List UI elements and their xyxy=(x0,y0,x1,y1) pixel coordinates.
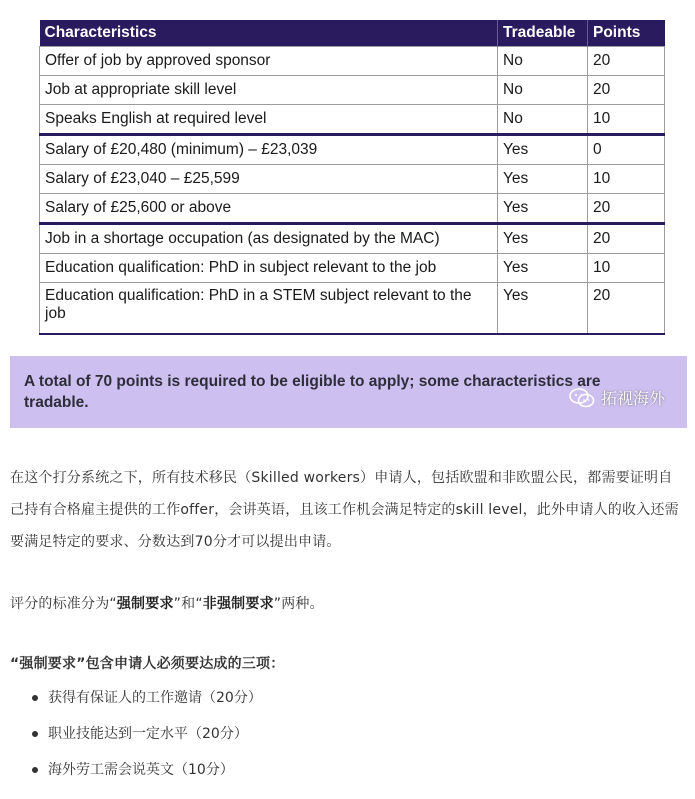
criteria-paragraph xyxy=(10,588,324,620)
mandatory-term: 强制要求 xyxy=(116,596,174,612)
list-item-text: 获得有保证人的工作邀请（20分） xyxy=(48,690,262,706)
mandatory-heading: “强制要求”包含申请人必须要达成的三项： xyxy=(10,656,285,672)
table-row xyxy=(40,194,665,224)
points-cell: 10 xyxy=(588,254,665,283)
wechat-icon xyxy=(569,388,595,408)
watermark-text: 拓视海外 xyxy=(600,389,665,408)
tradeable-cell: No xyxy=(498,105,588,135)
table-row xyxy=(40,283,665,335)
list-item xyxy=(10,716,262,752)
table-row xyxy=(40,76,665,105)
list-item-text: 海外劳工需会说英文（10分） xyxy=(48,762,234,778)
tradeable-cell: Yes xyxy=(498,224,588,254)
characteristic-cell: Salary of £23,040 – £25,599 xyxy=(40,165,498,194)
table-row xyxy=(40,105,665,135)
non-mandatory-term: 非强制要求 xyxy=(202,596,274,612)
header-tradeable: Tradeable xyxy=(498,20,588,47)
list-item xyxy=(10,752,262,788)
criteria-text-start: 评分的标准分为“ xyxy=(10,596,117,612)
table-row xyxy=(40,47,665,76)
points-cell: 20 xyxy=(588,283,665,335)
points-cell: 10 xyxy=(588,165,665,194)
intro-paragraph: 在这个打分系统之下，所有技术移民（Skilled workers）申请人，包括欧盟和非欧盟公民，都需要证明自己持有合格雇主提供的工作offer，会讲英语，且该工作机会满足特定的skill level，此外申请人的收入还需要满足特定的要求、分数达到70分才可以提出申请。 xyxy=(10,470,679,550)
bullet-dot xyxy=(32,695,38,701)
table-row xyxy=(40,135,665,165)
points-cell: 10 xyxy=(588,105,665,135)
banner-text: A total of 70 points is required to be eligible to apply; some characteristics are tradable. xyxy=(24,373,601,411)
tradeable-cell: No xyxy=(498,47,588,76)
header-points: Points xyxy=(588,20,665,47)
watermark xyxy=(569,386,665,409)
characteristic-cell: Offer of job by approved sponsor xyxy=(40,47,498,76)
points-cell: 20 xyxy=(588,224,665,254)
tradeable-cell: Yes xyxy=(498,283,588,335)
tradeable-cell: Yes xyxy=(498,194,588,224)
eligibility-banner xyxy=(10,356,687,428)
bullet-dot xyxy=(32,767,38,773)
tradeable-cell: Yes xyxy=(498,254,588,283)
characteristic-cell: Salary of £20,480 (minimum) – £23,039 xyxy=(40,135,498,165)
points-cell: 0 xyxy=(588,135,665,165)
tradeable-cell: No xyxy=(498,76,588,105)
criteria-text-mid: ”和“ xyxy=(173,596,203,612)
table-header-row xyxy=(40,20,665,47)
list-item-text: 职业技能达到一定水平（20分） xyxy=(48,726,248,742)
table-row xyxy=(40,224,665,254)
bullet-dot xyxy=(32,731,38,737)
characteristic-cell: Job in a shortage occupation (as designated by the MAC) xyxy=(40,224,498,254)
characteristic-cell: Education qualification: PhD in a STEM subject relevant to the job xyxy=(40,283,498,335)
characteristic-cell: Education qualification: PhD in subject relevant to the job xyxy=(40,254,498,283)
criteria-text-end: ”两种。 xyxy=(273,596,324,612)
points-cell: 20 xyxy=(588,76,665,105)
points-cell: 20 xyxy=(588,194,665,224)
characteristic-cell: Salary of £25,600 or above xyxy=(40,194,498,224)
header-characteristics: Characteristics xyxy=(40,20,498,47)
points-table xyxy=(39,20,665,335)
table-row xyxy=(40,165,665,194)
tradeable-cell: Yes xyxy=(498,165,588,194)
list-item xyxy=(10,680,262,716)
table-row xyxy=(40,254,665,283)
tradeable-cell: Yes xyxy=(498,135,588,165)
points-cell: 20 xyxy=(588,47,665,76)
mandatory-list xyxy=(10,680,262,788)
characteristic-cell: Speaks English at required level xyxy=(40,105,498,135)
characteristic-cell: Job at appropriate skill level xyxy=(40,76,498,105)
